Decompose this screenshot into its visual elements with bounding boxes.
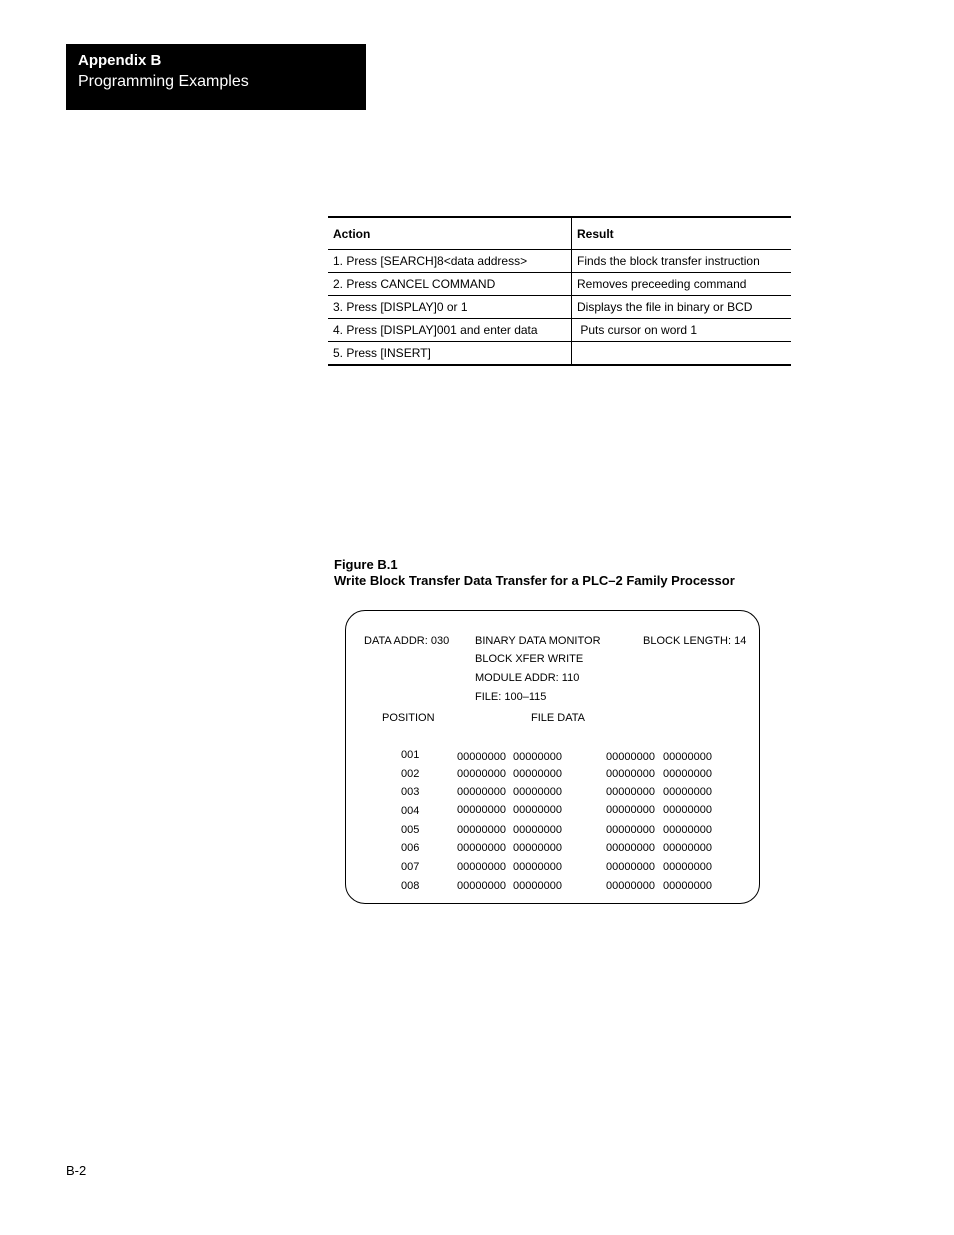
table-row xyxy=(328,296,791,319)
table-row xyxy=(328,273,791,296)
data-word: 00000000 xyxy=(606,786,655,798)
data-word: 00000000 xyxy=(457,751,506,763)
table-row xyxy=(328,319,791,342)
data-word: 00000000 xyxy=(513,786,562,798)
data-word: 00000000 xyxy=(663,842,712,854)
data-word: 00000000 xyxy=(457,786,506,798)
result-cell: Finds the block transfer instruction xyxy=(577,254,760,268)
data-word: 00000000 xyxy=(606,824,655,836)
position-number: 003 xyxy=(401,786,420,798)
data-word: 00000000 xyxy=(663,751,712,763)
data-word: 00000000 xyxy=(606,861,655,873)
action-cell: 3. Press [DISPLAY]0 or 1 xyxy=(328,296,572,319)
action-cell: 1. Press [SEARCH]8<data address> xyxy=(328,250,572,273)
module-addr-label: MODULE ADDR: 110 xyxy=(475,672,580,684)
file-data-header: FILE DATA xyxy=(531,712,585,724)
data-word: 00000000 xyxy=(513,880,562,892)
page-number: B-2 xyxy=(66,1163,87,1178)
data-word: 00000000 xyxy=(513,824,562,836)
position-number: 008 xyxy=(401,880,420,892)
data-word: 00000000 xyxy=(663,824,712,836)
result-cell: Puts cursor on word 1 xyxy=(577,323,698,337)
data-word: 00000000 xyxy=(663,880,712,892)
table-header-row xyxy=(328,217,791,250)
data-word: 00000000 xyxy=(457,842,506,854)
result-cell: Displays the file in binary or BCD xyxy=(577,300,753,314)
data-word: 00000000 xyxy=(457,804,506,816)
terminal-screen xyxy=(345,610,760,904)
action-cell: 5. Press [INSERT] xyxy=(328,342,572,366)
data-word: 00000000 xyxy=(513,804,562,816)
data-addr-label: DATA ADDR: 030 xyxy=(364,635,450,647)
appendix-subtitle: Programming Examples xyxy=(78,73,249,90)
data-word: 00000000 xyxy=(513,842,562,854)
figure-title: Write Block Transfer Data Transfer for a PLC–2 Family Processor xyxy=(334,573,735,588)
action-cell: 4. Press [DISPLAY]001 and enter data xyxy=(328,319,572,342)
monitor-title: BINARY DATA MONITOR xyxy=(475,635,601,647)
position-number: 007 xyxy=(401,861,420,873)
file-range-label: FILE: 100–115 xyxy=(475,691,547,703)
appendix-title: Appendix B xyxy=(78,52,162,69)
data-word: 00000000 xyxy=(513,751,562,763)
result-cell: Removes preceeding command xyxy=(577,277,747,291)
figure-caption xyxy=(334,557,735,589)
data-word: 00000000 xyxy=(663,786,712,798)
data-word: 00000000 xyxy=(457,880,506,892)
action-cell: 2. Press CANCEL COMMAND xyxy=(328,273,572,296)
table-row xyxy=(328,250,791,273)
position-number: 006 xyxy=(401,842,420,854)
action-result-table xyxy=(328,216,791,366)
data-word: 00000000 xyxy=(606,804,655,816)
data-word: 00000000 xyxy=(606,842,655,854)
data-word: 00000000 xyxy=(513,861,562,873)
column-header-action: Action xyxy=(328,217,572,250)
data-word: 00000000 xyxy=(457,768,506,780)
data-word: 00000000 xyxy=(663,768,712,780)
column-header-result: Result xyxy=(577,226,614,241)
position-number: 004 xyxy=(401,805,420,817)
data-word: 00000000 xyxy=(457,824,506,836)
position-number: 002 xyxy=(401,768,420,780)
position-number: 005 xyxy=(401,824,420,836)
data-word: 00000000 xyxy=(606,880,655,892)
data-word: 00000000 xyxy=(606,751,655,763)
data-word: 00000000 xyxy=(663,861,712,873)
block-length-label: BLOCK LENGTH: 14 xyxy=(643,635,747,647)
figure-number: Figure B.1 xyxy=(334,557,398,572)
mode-label: BLOCK XFER WRITE xyxy=(475,653,584,665)
data-word: 00000000 xyxy=(457,861,506,873)
position-number: 001 xyxy=(401,749,420,761)
appendix-header xyxy=(66,44,366,110)
data-word: 00000000 xyxy=(606,768,655,780)
data-word: 00000000 xyxy=(513,768,562,780)
table-row xyxy=(328,342,791,366)
result-cell xyxy=(572,342,792,366)
position-header: POSITION xyxy=(382,712,435,724)
data-word: 00000000 xyxy=(663,804,712,816)
